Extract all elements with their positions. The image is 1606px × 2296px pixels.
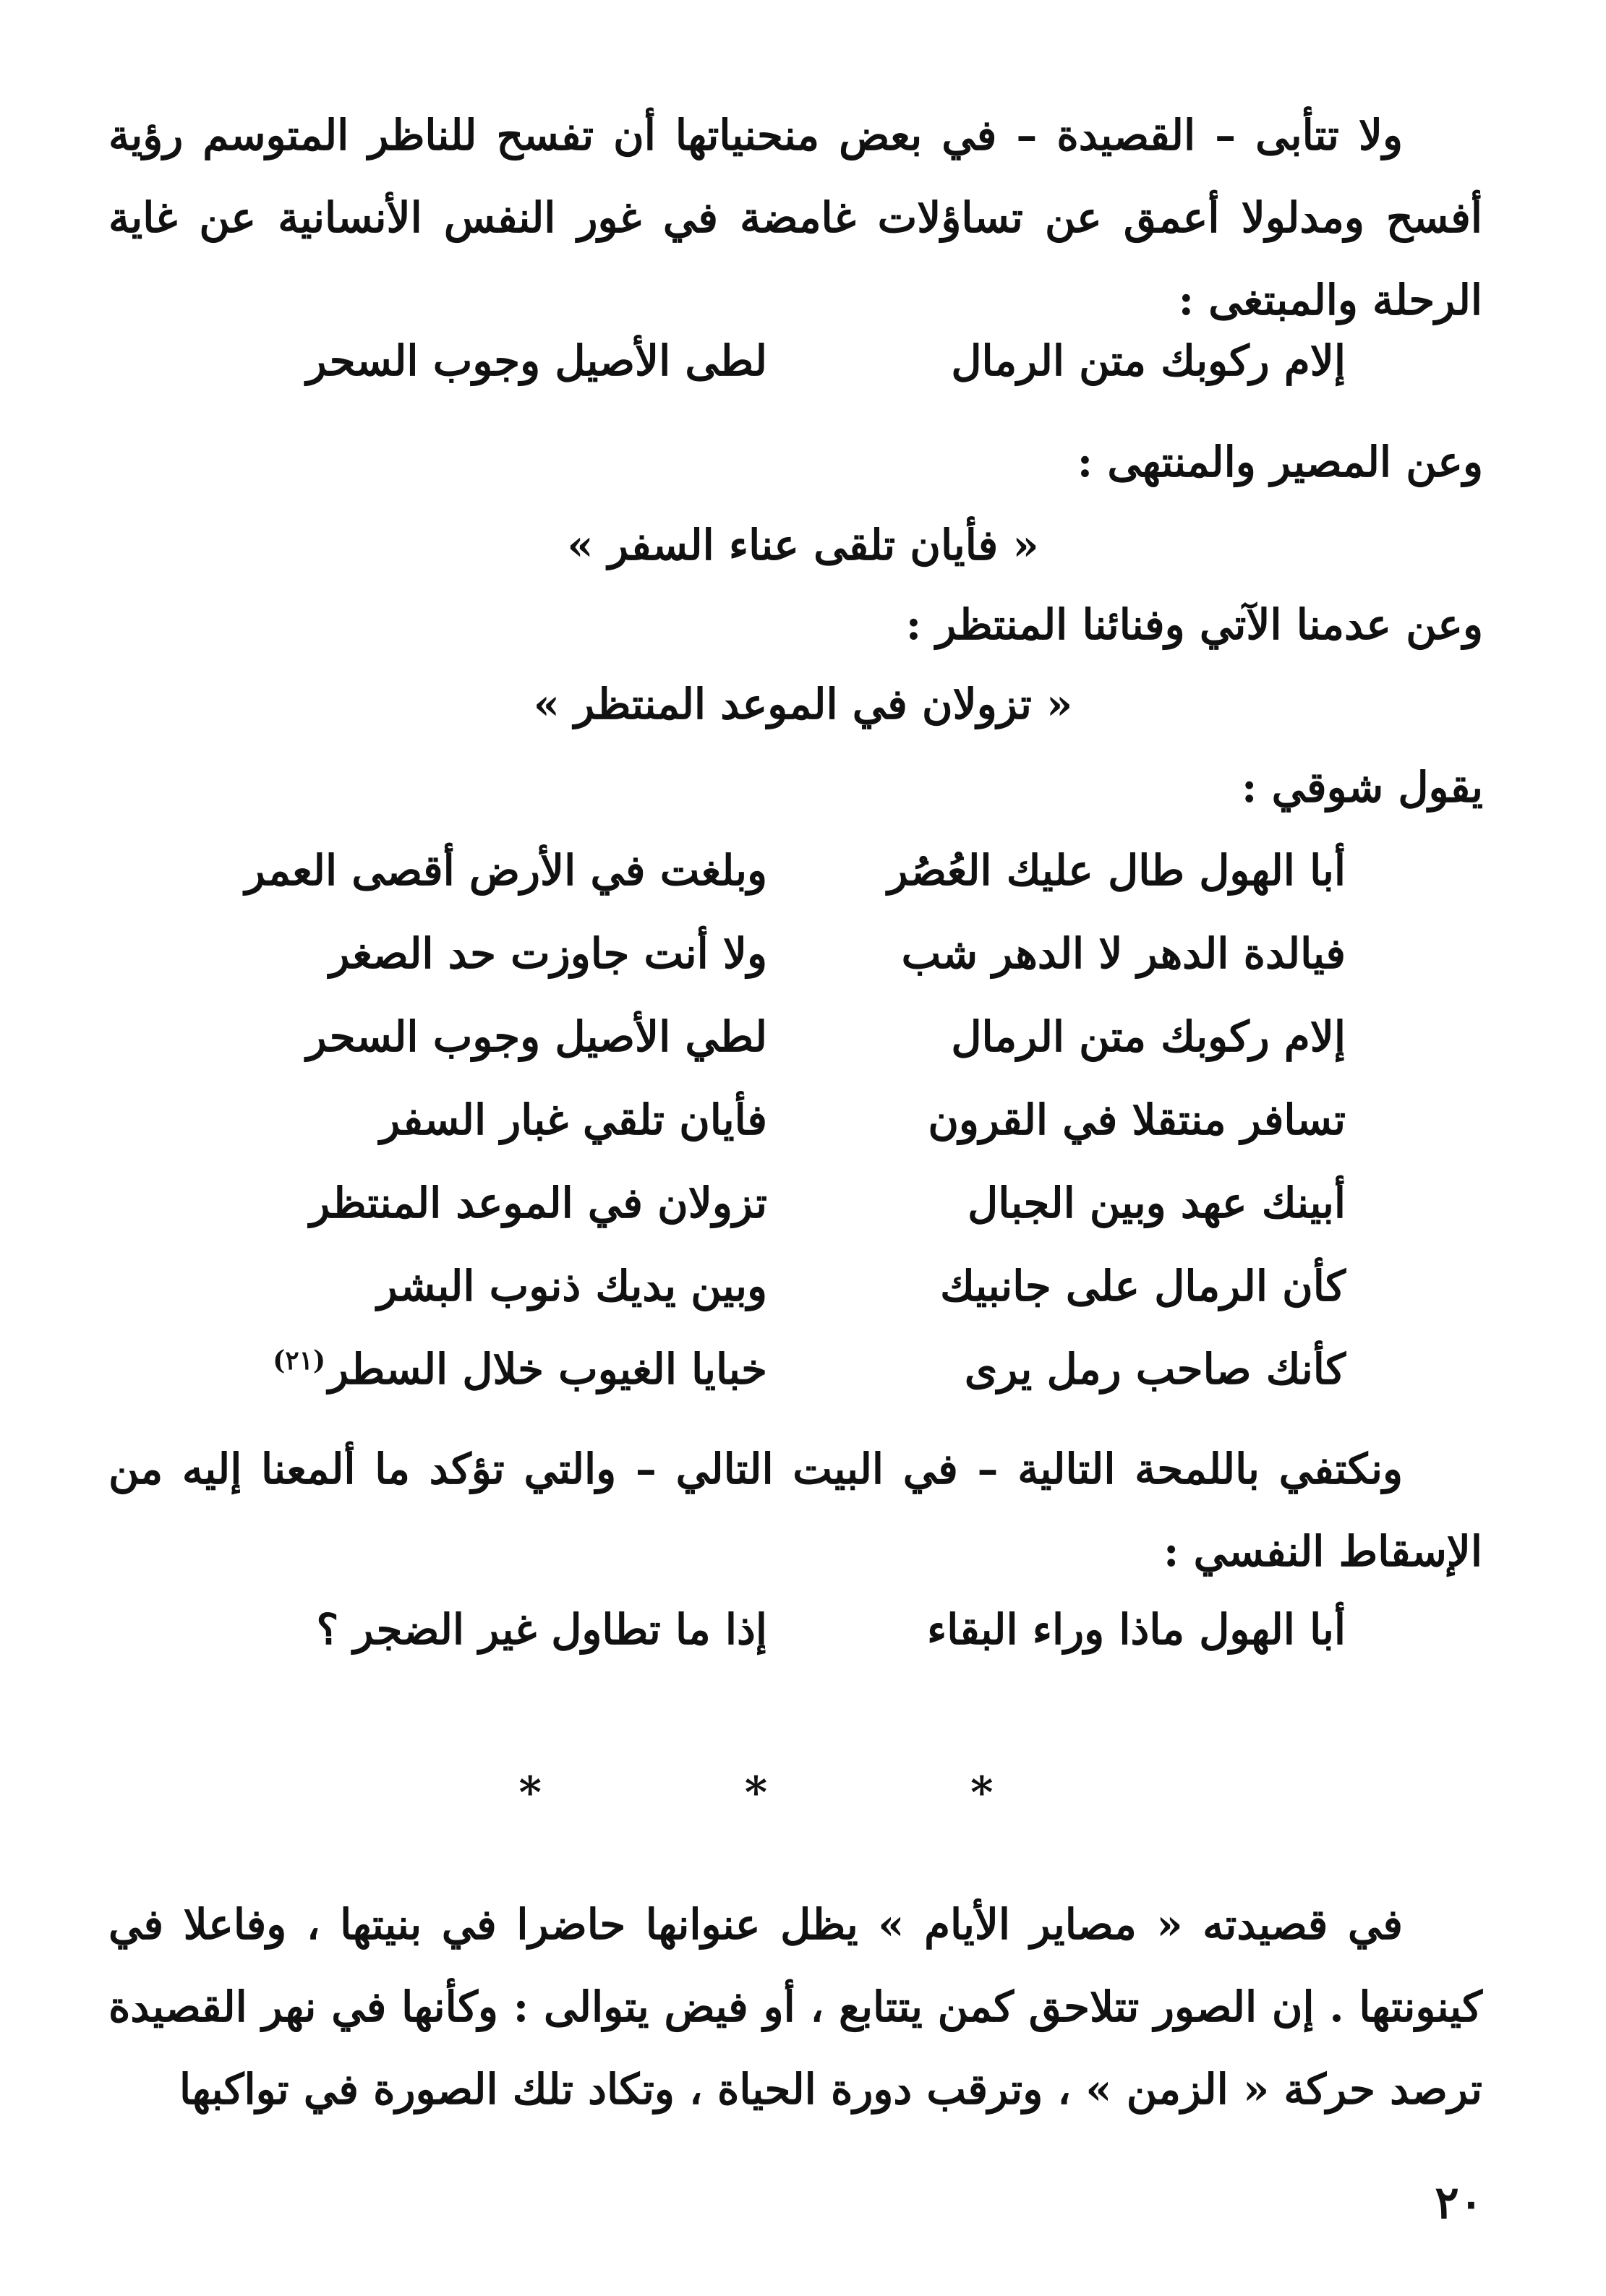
poem-line-7-left-text: خبايا الغيوب خلال السطر (328, 1345, 767, 1394)
poem-line-5-left: تزولان في الموعد المنتظر (309, 1178, 767, 1228)
poem-line-2-right: فيالدة الدهر لا الدهر شب (901, 929, 1346, 978)
poem-line-4-left: فأيان تلقي غبار السفر (380, 1095, 767, 1144)
poem-line-3-right: إلام ركوبك متن الرمال (951, 1012, 1346, 1061)
poem-line-6-right: كأن الرمال على جانبيك (940, 1261, 1346, 1311)
verse-2-left: إذا ما تطاول غير الضجر ؟ (316, 1605, 767, 1654)
verse-1-right: إلام ركوبك متن الرمال (951, 336, 1346, 385)
poem-line-4-right: تسافر منتقلا في القرون (928, 1095, 1346, 1144)
footnote-reference: (٢١) (273, 1345, 326, 1376)
line-destiny: وعن المصير والمنتهى : (1077, 437, 1483, 487)
poem-line-5-right: أبينك عهد وبين الجبال (968, 1178, 1346, 1228)
paragraph-intro: ولا تتأبى – القصيدة – في بعض منحنياتها أن تفسح للناظر المتوسم رؤية أفسح ومدلولا أعمق عن تساؤلات غامضة في غور النفس الأنسانية عن غاية الرحلة والمبتغى : (108, 111, 1482, 325)
verse-2-right: أبا الهول ماذا وراء البقاء (927, 1605, 1346, 1654)
line-shawqi-says: يقول شوقي : (1241, 763, 1483, 812)
quote-2: « تزولان في الموعد المنتظر » (533, 680, 1073, 729)
poem-line-2-left: ولا أنت جاوزت حد الصغر (329, 929, 767, 978)
poem-line-1-left: وبلغت في الأرض أقصى العمر (244, 846, 767, 895)
section-separator: * * * (518, 1768, 1088, 1818)
quote-1: « فأيان تلقى عناء السفر » (567, 521, 1039, 570)
poem-line-7-left (273, 1345, 767, 1394)
verse-1-left: لطى الأصيل وجوب السحر (306, 336, 767, 385)
poem-line-6-left: وبين يديك ذنوب البشر (377, 1261, 767, 1311)
line-annihilation: وعن عدمنا الآتي وفنائنا المنتظر : (905, 600, 1483, 649)
paragraph-projection: ونكتفي باللمحة التالية – في البيت التالي – والتي تؤكد ما ألمعنا إليه من الإسقاط النفسي : (108, 1444, 1482, 1576)
poem-line-1-right: أبا الهول طال عليك العُصُر (887, 846, 1346, 895)
poem-line-3-left: لطي الأصيل وجوب السحر (306, 1012, 767, 1061)
paragraph-fates-of-days: في قصيدته « مصاير الأيام » يظل عنوانها حاضرا في بنيتها ، وفاعلا في كينونتها . إن الصور تتلاحق كمن يتتابع ، أو فيض يتوالى : وكأنها في نهر القصيدة ترصد حركة « الزمن » ، وترقب دورة الحياة ، وتكاد تلك الصورة في تواكبها (108, 1900, 1483, 2114)
poem-line-7-right: كأنك صاحب رمل يرى (964, 1345, 1346, 1394)
page-number: ٢٠ (1435, 2176, 1483, 2229)
